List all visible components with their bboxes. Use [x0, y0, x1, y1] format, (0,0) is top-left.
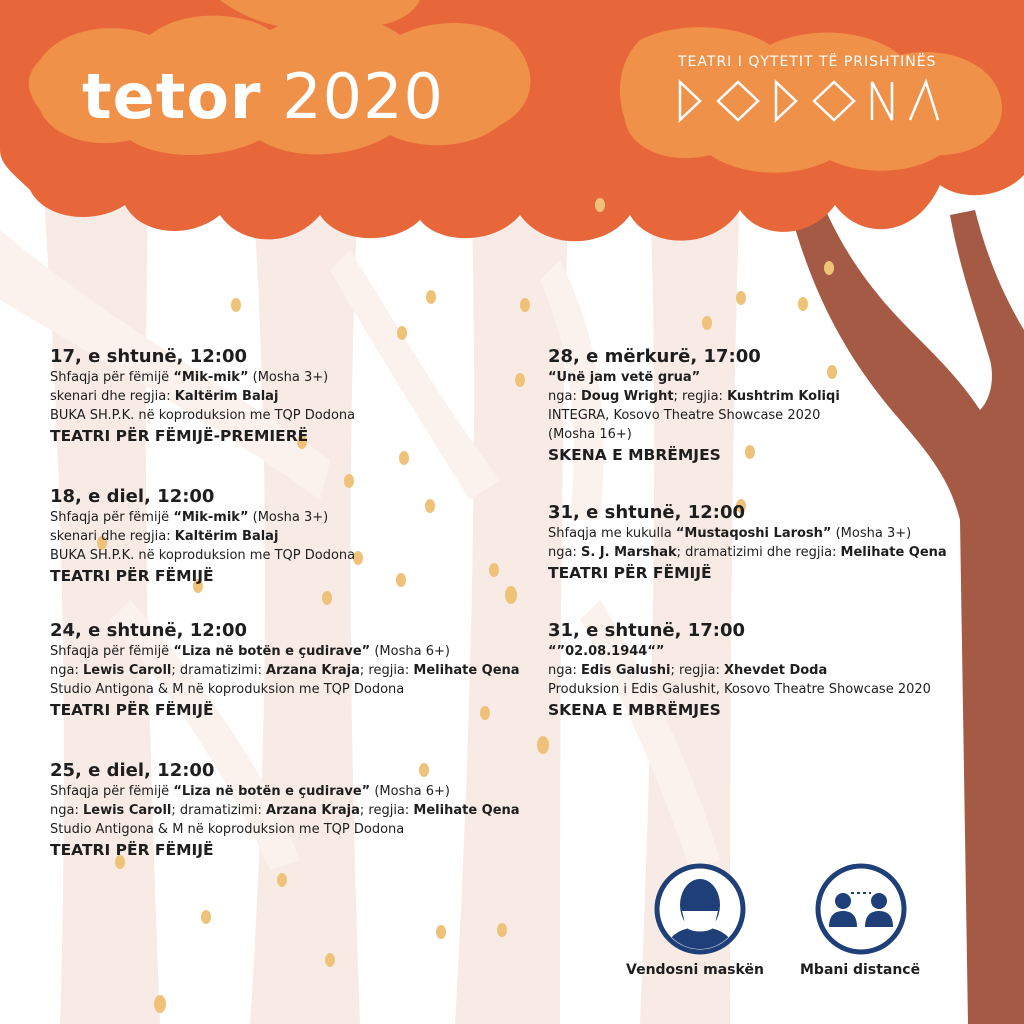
event-detail-text: ; regjia:	[673, 389, 728, 404]
distance-label: Mbani distancë	[800, 962, 921, 978]
event-detail-bold: Melihate Qena	[413, 803, 520, 818]
event-detail-line	[50, 527, 520, 546]
event-detail-text: Studio Antigona & M në koproduksion me TQP Dodona	[50, 682, 405, 697]
event-detail-text: skenari dhe regjia:	[50, 529, 175, 544]
event-detail-bold: “Liza në botën e çudirave”	[173, 784, 371, 799]
event-detail-text: Shfaqja për fëmijë	[50, 510, 174, 525]
event-detail-line	[50, 387, 520, 406]
event-detail-text: ; dramatizimi dhe regjia:	[676, 545, 841, 560]
event-date: 24, e shtunë, 12:00	[50, 620, 247, 641]
event-date: 18, e diel, 12:00	[50, 486, 215, 507]
event-detail-text: Shfaqja për fëmijë	[50, 784, 174, 799]
event-venue: SKENA E MBRËMJES	[548, 701, 721, 719]
event-detail-text: skenari dhe regjia:	[50, 389, 175, 404]
event-detail-text: BUKA SH.P.K. në koproduksion me TQP Dodona	[50, 548, 356, 563]
event-detail-text: BUKA SH.P.K. në koproduksion me TQP Dodona	[50, 408, 356, 423]
event-detail-bold: “Unë jam vetë grua”	[548, 370, 701, 385]
event-detail-bold: “Mik-mik”	[173, 510, 249, 525]
event-detail-text: (Mosha 6+)	[370, 644, 450, 659]
event-detail-text: nga:	[50, 803, 83, 818]
event-detail-line	[50, 680, 520, 699]
page-title	[82, 60, 444, 133]
event-detail-bold: Arzana Kraja	[266, 803, 360, 818]
distance-icon-wrapper	[815, 863, 907, 959]
event-date: 17, e shtunë, 12:00	[50, 346, 247, 367]
social-distance-icon	[815, 863, 907, 955]
event-detail-line	[50, 801, 520, 820]
event-detail-bold: Lewis Caroll	[82, 663, 172, 678]
event-detail-line	[50, 820, 520, 839]
event-detail-bold: Kushtrim Koliqi	[727, 389, 840, 404]
event-venue: TEATRI PËR FËMIJË	[50, 701, 214, 719]
event-detail-bold: “Mustaqoshi Larosh”	[675, 526, 832, 541]
event-detail-line	[548, 661, 1018, 680]
event-detail-text: ; dramatizimi:	[171, 803, 267, 818]
event-detail-text: nga:	[548, 389, 581, 404]
event-detail-text: (Mosha 3+)	[248, 370, 329, 385]
event-detail-text: nga:	[548, 663, 581, 678]
event-detail-text: ; regjia:	[359, 803, 414, 818]
event-detail-line	[548, 524, 1018, 543]
event-venue: SKENA E MBRËMJES	[548, 446, 721, 464]
event-detail-text: (Mosha 16+)	[548, 427, 632, 442]
event-date: 28, e mërkurë, 17:00	[548, 346, 761, 367]
event-detail-line	[50, 661, 520, 680]
event-detail-line	[548, 425, 1018, 444]
event-venue: TEATRI PËR FËMIJË-PREMIERË	[50, 427, 309, 445]
event-date: 31, e shtunë, 17:00	[548, 620, 745, 641]
event-detail-text: nga:	[50, 663, 83, 678]
event-venue: TEATRI PËR FËMIJË	[50, 841, 214, 859]
event-detail-line	[50, 508, 520, 527]
event-block	[548, 502, 1018, 584]
event-detail-line	[548, 368, 1018, 387]
event-detail-bold: S. J. Marshak	[580, 545, 677, 560]
event-detail-text: ; dramatizimi:	[171, 663, 267, 678]
mask-label: Vendosni maskën	[626, 962, 764, 978]
event-detail-bold: Kaltërim Balaj	[174, 389, 279, 404]
event-detail-text: (Mosha 3+)	[831, 526, 912, 541]
event-detail-text: INTEGRA, Kosovo Theatre Showcase 2020	[548, 408, 821, 423]
brand-subtitle: TEATRI I QYTETIT TË PRISHTINËS	[678, 54, 937, 70]
event-detail-line	[548, 642, 1018, 661]
event-detail-bold: Melihate Qena	[413, 663, 520, 678]
event-detail-text: ; regjia:	[359, 663, 414, 678]
event-detail-bold: Lewis Caroll	[82, 803, 172, 818]
event-detail-line	[50, 406, 520, 425]
event-detail-line	[548, 406, 1018, 425]
event-detail-bold: “Mik-mik”	[173, 370, 249, 385]
mask-person-icon	[654, 863, 746, 955]
event-block	[548, 346, 1018, 466]
event-block	[548, 620, 1018, 721]
event-detail-bold: Arzana Kraja	[266, 663, 360, 678]
event-venue: TEATRI PËR FËMIJË	[548, 564, 712, 582]
event-detail-line	[50, 546, 520, 565]
event-block	[50, 760, 520, 861]
event-block	[50, 486, 520, 587]
event-detail-line	[50, 368, 520, 387]
event-detail-bold: Xhevdet Doda	[724, 663, 828, 678]
event-detail-text: Studio Antigona & M në koproduksion me TQP Dodona	[50, 822, 405, 837]
event-detail-text: ; regjia:	[670, 663, 725, 678]
event-detail-bold: Kaltërim Balaj	[174, 529, 279, 544]
event-detail-bold: Edis Galushi	[580, 663, 671, 678]
mask-icon-wrapper	[654, 863, 746, 959]
event-block	[50, 346, 520, 447]
event-detail-bold: “”02.08.1944“”	[548, 644, 665, 659]
title-month: tetor	[82, 60, 262, 133]
event-detail-line	[50, 642, 520, 661]
title-year: 2020	[282, 60, 445, 133]
event-detail-text: nga:	[548, 545, 581, 560]
event-detail-text: Shfaqja për fëmijë	[50, 644, 174, 659]
event-detail-bold: “Liza në botën e çudirave”	[173, 644, 371, 659]
dodona-logo	[676, 78, 942, 124]
event-block	[50, 620, 520, 721]
event-venue: TEATRI PËR FËMIJË	[50, 567, 214, 585]
event-detail-line	[548, 387, 1018, 406]
event-detail-text: Shfaqja për fëmijë	[50, 370, 174, 385]
event-date: 25, e diel, 12:00	[50, 760, 215, 781]
event-detail-text: (Mosha 6+)	[370, 784, 450, 799]
event-date: 31, e shtunë, 12:00	[548, 502, 745, 523]
event-detail-text: (Mosha 3+)	[248, 510, 329, 525]
event-detail-line	[548, 680, 1018, 699]
event-detail-bold: Doug Wright	[580, 389, 674, 404]
event-detail-text: Shfaqja me kukulla	[548, 526, 676, 541]
event-detail-line	[50, 782, 520, 801]
event-detail-text: Produksion i Edis Galushit, Kosovo Theatre Showcase 2020	[548, 682, 931, 697]
event-detail-line	[548, 543, 1018, 562]
event-detail-bold: Melihate Qena	[840, 545, 947, 560]
